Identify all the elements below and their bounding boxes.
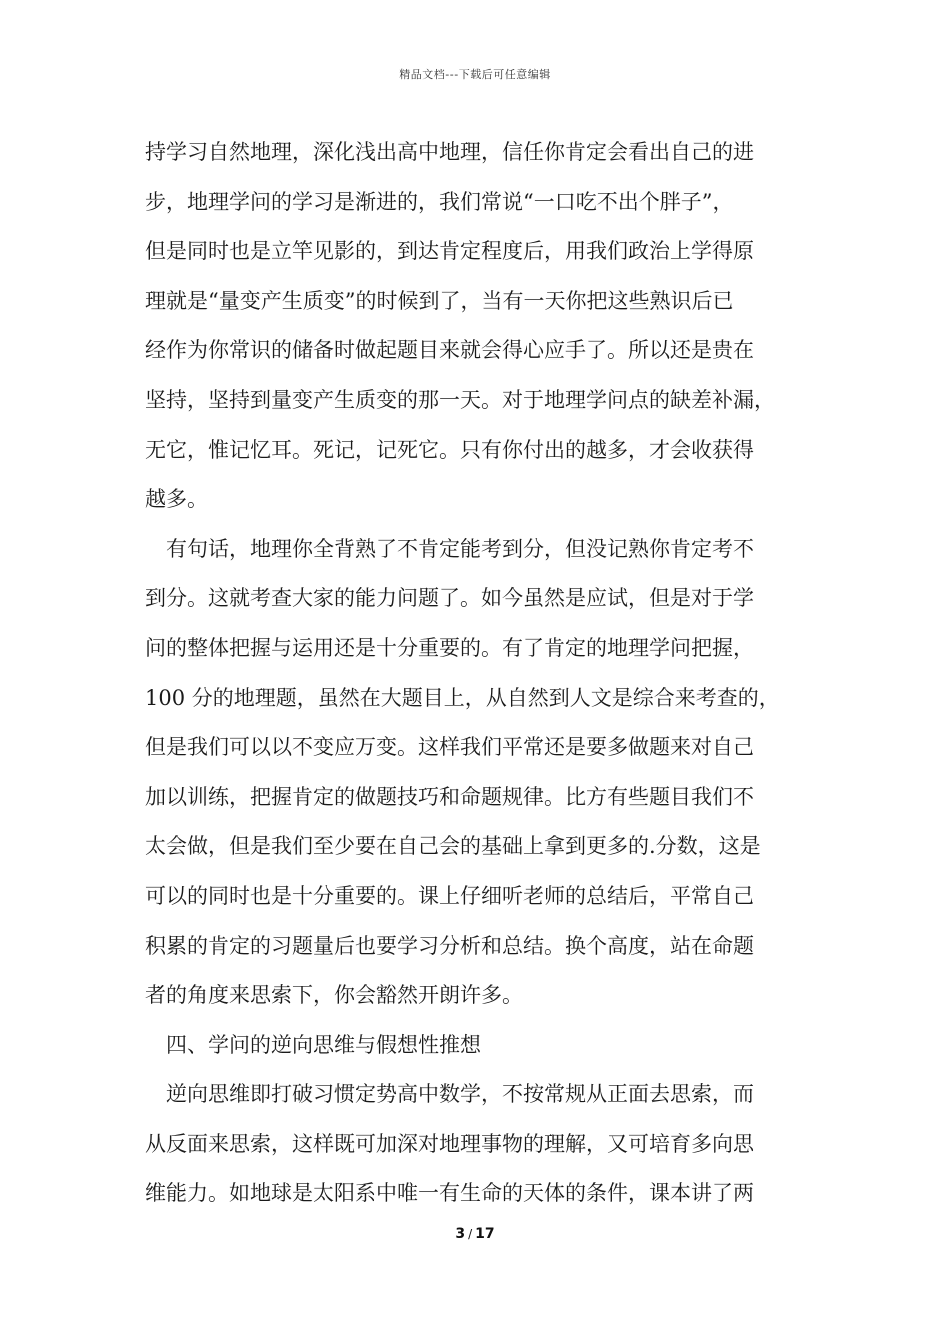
text-line: 者的角度来思索下，你会豁然开朗许多。 — [145, 983, 523, 1008]
text-line: 但是我们可以以不变应万变。这样我们平常还是要多做题来对自己 — [145, 735, 754, 760]
text-line: 积累的肯定的习题量后也要学习分析和总结。换个高度，站在命题 — [145, 933, 754, 958]
text-line: 无它，惟记忆耳。死记，记死它。只有你付出的越多，才会收获得 — [145, 437, 754, 462]
text-line: 越多。 — [145, 487, 208, 512]
text-line: 问的整体把握与运用还是十分重要的。有了肯定的地理学问把握， — [145, 635, 754, 660]
text-line: 到分。这就考查大家的能力问题了。如今虽然是应试，但是对于学 — [145, 586, 754, 611]
page-current: 3 — [455, 1226, 466, 1242]
page-total: 17 — [475, 1226, 495, 1242]
page-number — [0, 1226, 950, 1242]
text-line: 但是同时也是立竿见影的，到达肯定程度后，用我们政治上学得原 — [145, 239, 754, 264]
section-heading: 四、学问的逆向思维与假想性推想 — [166, 1032, 481, 1057]
text-line: 持学习自然地理，深化浅出高中地理，信任你肯定会看出自己的进 — [145, 140, 754, 164]
text-line: 从反面来思索，这样既可加深对地理事物的理解，又可培育多向思 — [145, 1131, 754, 1156]
paragraph-start-line: 逆向思维即打破习惯定势高中数学，不按常规从正面去思索，而 — [166, 1082, 754, 1107]
paragraph-start-line: 有句话，地理你全背熟了不肯定能考到分，但没记熟你肯定考不 — [166, 536, 754, 561]
text-line: 100 分的地理题，虽然在大题目上，从自然到人文是综合来考查的， — [145, 685, 780, 710]
page-header: 精品文档---下载后可任意编辑 — [399, 68, 551, 81]
text-line: 加以训练，把握肯定的做题技巧和命题规律。比方有些题目我们不 — [145, 784, 754, 809]
document-body — [145, 128, 817, 1219]
text-line: 可以的同时也是十分重要的。课上仔细听老师的总结后，平常自己 — [145, 883, 754, 908]
text-line: 太会做，但是我们至少要在自己会的基础上拿到更多的.分数，这是 — [145, 834, 761, 859]
text-line: 维能力。如地球是太阳系中唯一有生命的天体的条件，课本讲了两 — [145, 1181, 754, 1206]
text-line: 理就是“量变产生质变”的时候到了，当有一天你把这些熟识后已 — [145, 288, 734, 313]
text-line: 经作为你常识的储备时做起题目来就会得心应手了。所以还是贵在 — [145, 338, 754, 363]
text-line: 坚持，坚持到量变产生质变的那一天。对于地理学问点的缺差补漏， — [145, 387, 775, 412]
text-line: 步，地理学问的学习是渐进的，我们常说“一口吃不出个胖子”， — [145, 189, 734, 214]
page-separator: / — [468, 1227, 473, 1241]
